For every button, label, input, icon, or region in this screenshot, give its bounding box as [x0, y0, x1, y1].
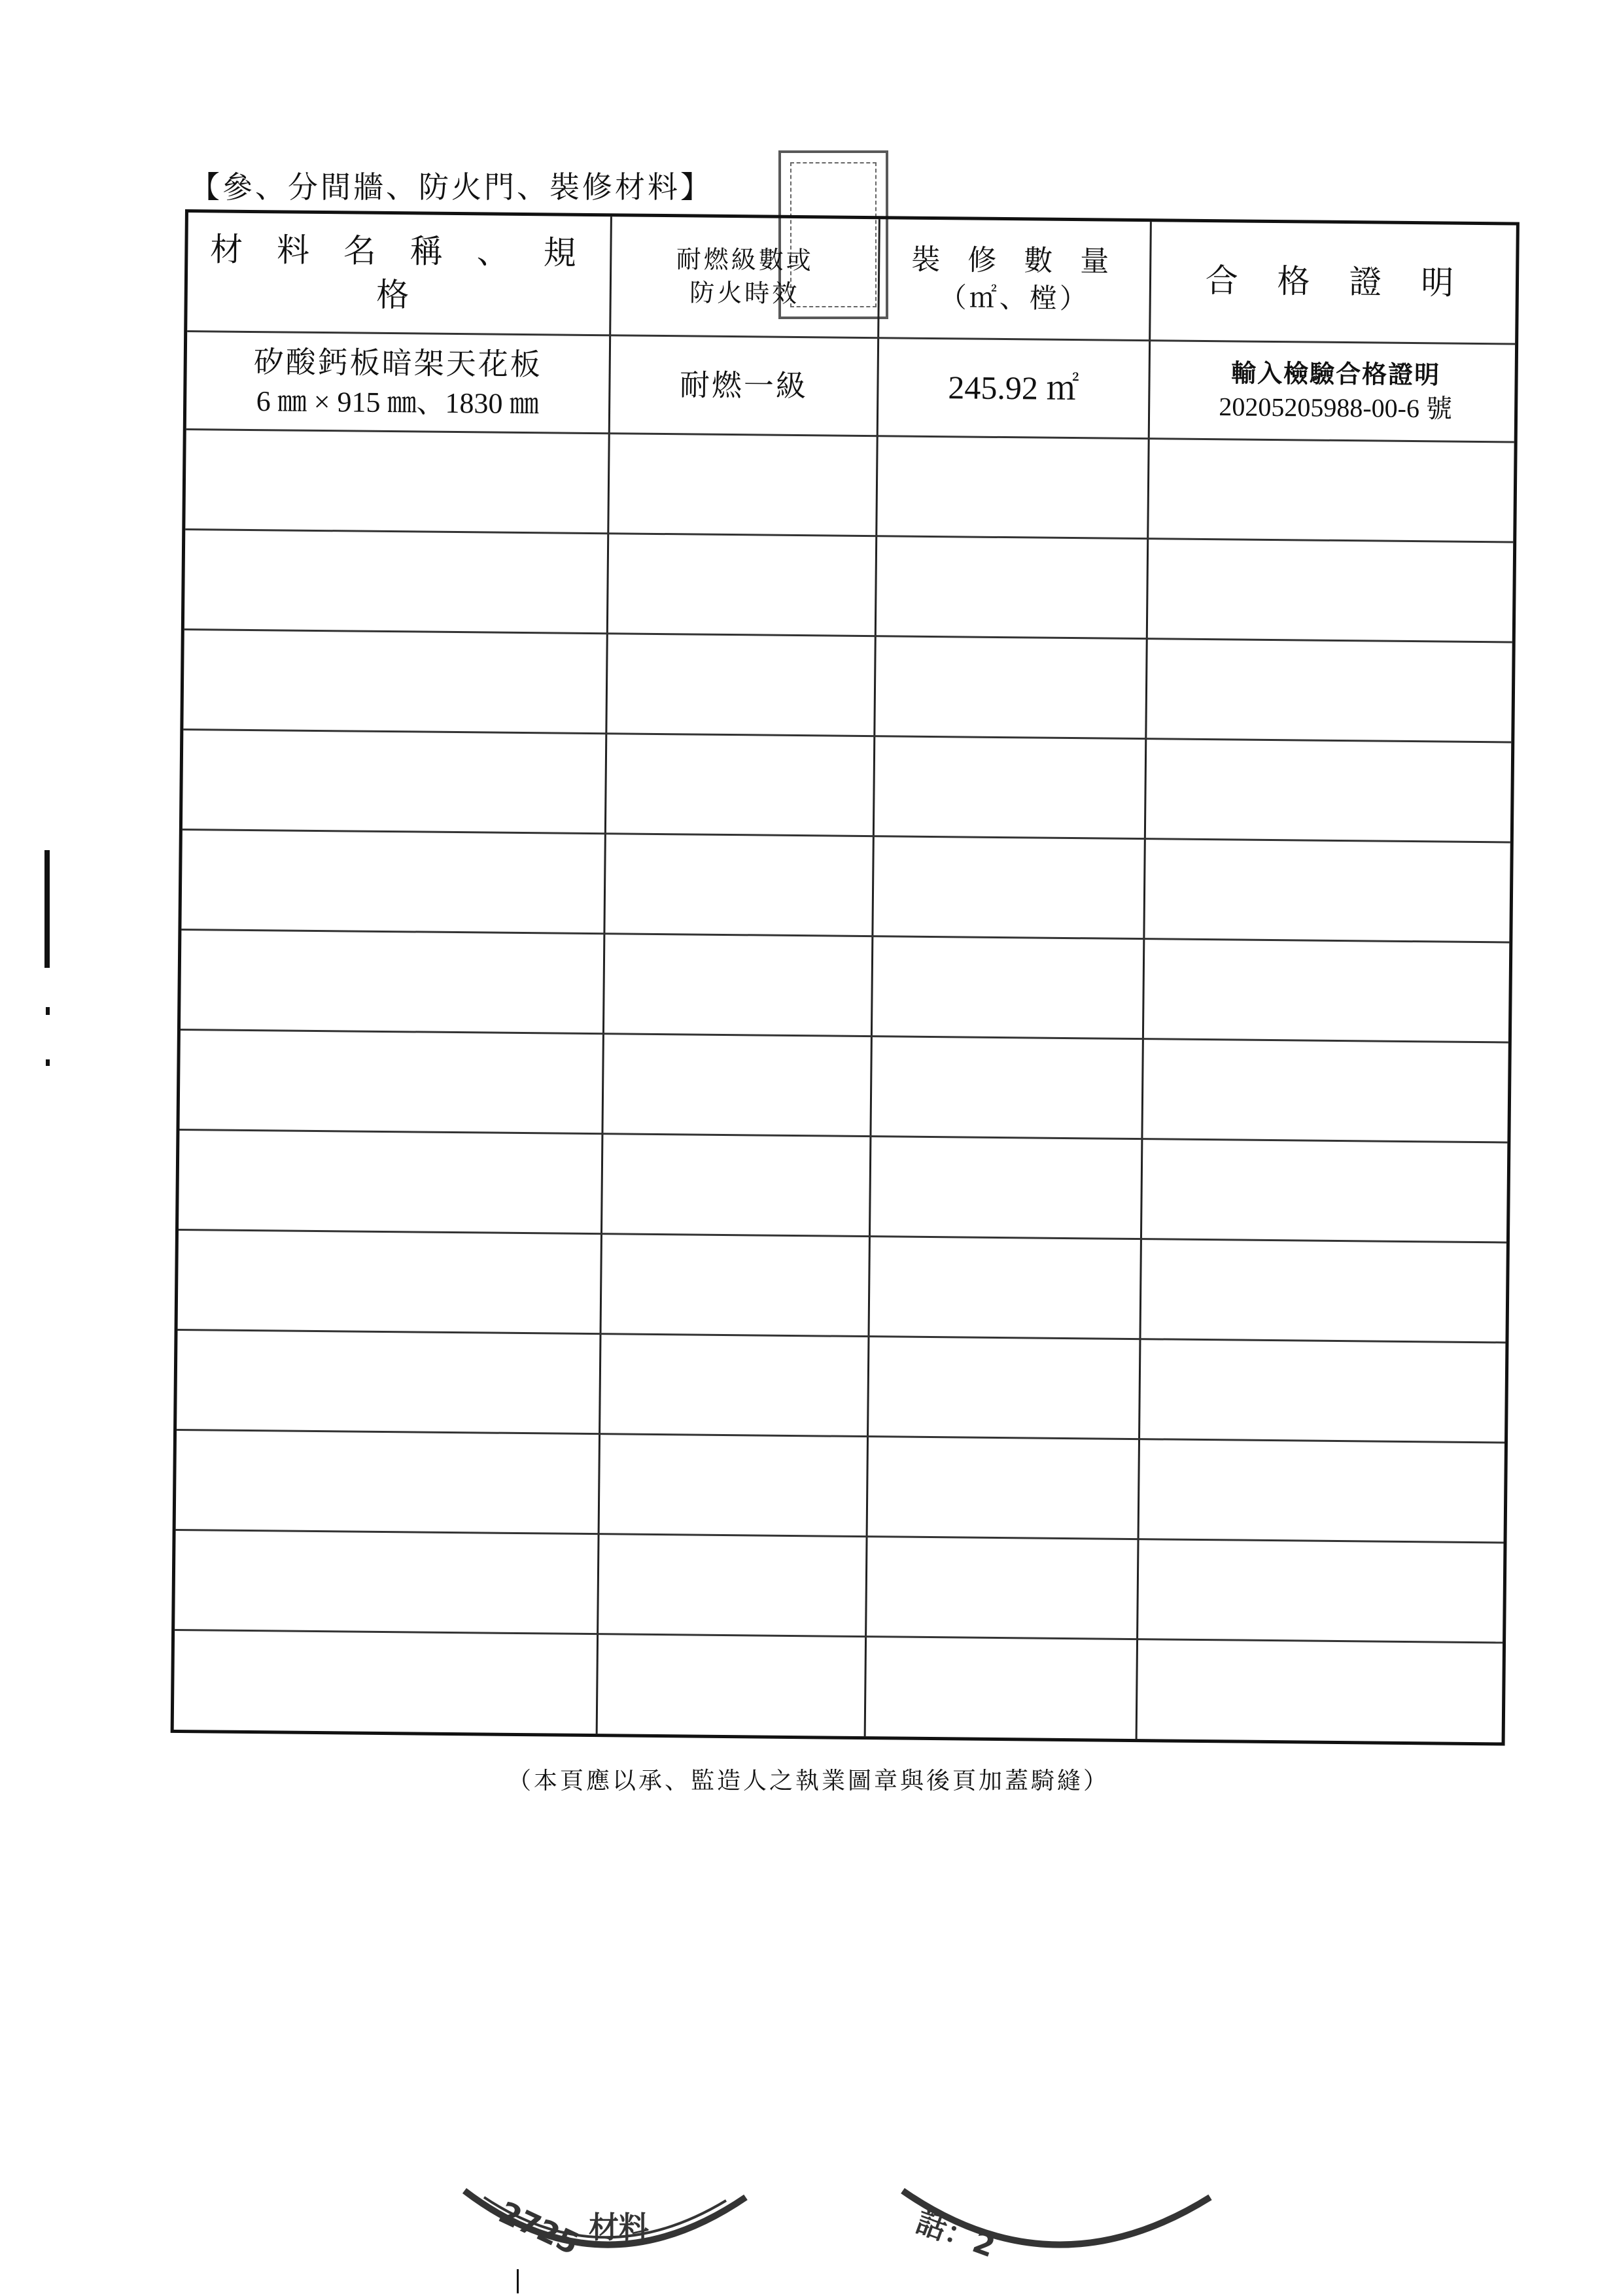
seal-right: 話：2 — [896, 2184, 1223, 2296]
section-title: 【參、分間牆、防火門、裝修材料】 — [190, 169, 713, 205]
margin-mark — [44, 850, 50, 968]
header-fire-rating: 耐燃級數或 防火時效 — [676, 244, 814, 309]
footer-note: （本頁應以承、監造人之執業圖章與後頁加蓋騎縫） — [507, 1768, 1109, 1794]
row1-quantity: 245.92 ㎡ — [948, 368, 1079, 407]
margin-mark — [46, 1059, 50, 1066]
header-quantity: 裝 修 數 量 （㎡、樘） — [911, 243, 1119, 315]
bottom-tick — [517, 2269, 519, 2293]
seal-left: 2725 材料 — [458, 2184, 759, 2296]
header-certificate: 合 格 證 明 — [1205, 262, 1469, 303]
row1-material: 矽酸鈣板暗架天花板 6 ㎜ × 915 ㎜、1830 ㎜ — [253, 343, 543, 420]
margin-mark — [46, 1007, 50, 1015]
row1-fire-rating: 耐燃一級 — [679, 367, 808, 404]
materials-table — [171, 209, 1520, 1745]
row1-certificate: 輸入檢驗合格證明 20205205988-00-6 號 — [1219, 358, 1453, 424]
header-material: 材 料 名 稱 、 規 格 — [209, 230, 588, 315]
